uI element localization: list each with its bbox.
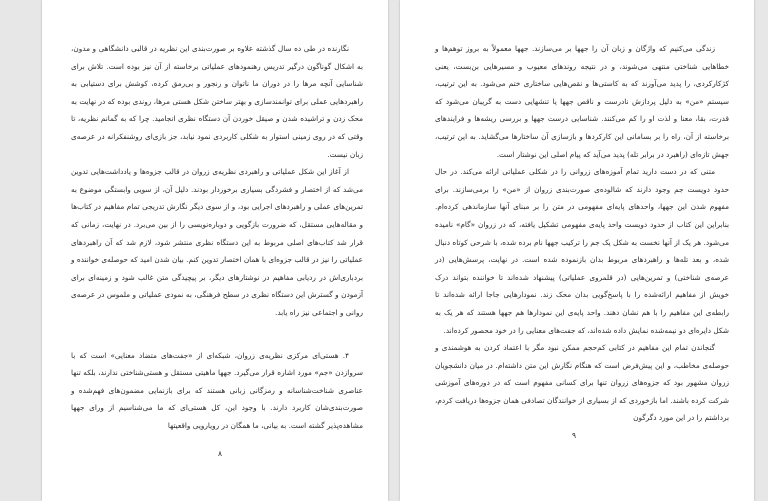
left-page-text xyxy=(71,40,363,434)
right-paragraph-2: متنی که در دست دارید تمام آموزه‌های زروانی را در شکلی عملیاتی ارائه می‌کند. در حال حدود دویست جم وجود دارند که شالوده‌ی صورت‌بندی زروان از «من» را برمی‌سازند. برای مفهوم شدن این جهها، واحدهای پایه‌ای مفهومی در متن را بر مبنای آنها سازماندهی کرده‌ام. بنابراین این کتاب از حدود دویست واحد پایه‌ی مفهومی تشکیل یافته، که در زروان «گام» نامیده می‌شود. هر یک از آنها نخست به شکل یک جم را ترکیب جهها نام برده شده، با شرحی کوتاه دنبال شده، و بعد تله‌ها و راهبردهای مربوط بدان بازنموده شده است. در نهایت، پرسش‌هایی (در عرصه‌ی شناختی) و تمرین‌هایی (در قلمروی عملیاتی) پیشنهاد شده‌اند تا خواننده بتواند درک خویش از مفاهیم ارائه‌شده را با پاسخ‌گویی بدان محک زند. نمودارهایی جا‌جا ارائه شده‌اند تا رابطه‌ی این مفاهیم را با هم نشان دهند. واحد پایه‌ی این نمودارها هم جهها هستند که هر یک به شکل دایره‌ای دو نیمه‌شده نمایش داده شده‌اند، که جفت‌های معنایی را در خود محصور کرده‌اند. xyxy=(435,167,729,335)
right-paragraph-3: گنجاندن تمام این مفاهیم در کتابی کم‌حجم ممکن نبود مگر با اعتماد کردن به هوشمندی و حوصله‌ی مخاطب، و این پیش‌فرض است که هنگام نگارش این متن داشته‌ام. در میان دانشجویان زروان مشهور بود که جزوه‌های زروان تنها برای کسانی مفهوم است که در دوره‌های آموزشی شرکت کرده باشند. اما بازخوردی که از بسیاری از خوانندگان تصادفی همان جزوه‌ها دریافت کردم، برداشتم را در این مورد دگرگون xyxy=(435,343,729,423)
right-paragraph-1: زندگی می‌کنیم که واژگان و زبان آن را جهها بر می‌سازند. جهها معمولاً به بروز توهم‌ها و خطاهایی شناختی منتهی می‌شوند، و در نتیجه روندهای معیوب و مسیرهایی بن‌بست، یعنی کژکارکردی، را پدید می‌آورند که به کاستی‌ها و نقص‌هایی ساختاری ختم می‌شود. به این ترتیب، سیستم «من» به دلیل پردازش نادرست و ناقص جهها یا تنشهایی دست به گریبان می‌شود که قدرت، بقا، معنا و لذت او را کم می‌کنند. شناسایی درست جهها و بررسی ریشه‌ها و فرایندهای برخاسته از آن، راه را بر بسامانی این کارکردها و بازسازی آن ساختارها می‌گشاید. به این ترتیب، جهش تازه‌ای (راهبرد در برابر تله) پدید می‌آید که پیام اصلی این نوشتار است. xyxy=(435,44,729,159)
left-paragraph-3: ۴. هستی‌ای مرکزی نظریه‌ی زروان، شبکه‌ای از «جفت‌های متضاد معنایی» است که با سروازدن «جم» مورد اشاره قرار می‌گیرد. جهها ماهیتی مستقل و هستی‌شناختی ندارند، بلکه تنها عناصری شناخت‌شناسانه و رمزگانی زبانی هستند که برای بازنمایی مضمون‌های فهم‌شده و صورت‌بندی‌شان کاربرد دارند. با وجود این، کل هستی‌ای که ما می‌شناسیم از ورای جهها مشاهده‌پذیر گشته است. به بیانی، ما همگان در رویارویی واقعیتها xyxy=(71,350,363,430)
left-paragraph-2: از آغاز این شکل عملیاتی و راهبردی نظریه‌ی زروان در قالب جزوه‌ها و یادداشت‌هایی تدوین می‌شد که از اختصار و فشردگی بسیاری برخوردار بودند. دلیل آن، از سویی وابستگی موضوع به تمرین‌های عملی و راهبردهای اجرایی بود، و از سوی دیگر نگارش تدریجی تمام مفاهیم در کتاب‌ها و مقاله‌هایی مستقل، که ضرورت بازگویی و دوباره‌نویسی را از بین می‌برد. در نهایت، زمانی که قرار شد کتاب‌های اصلی مربوط به این دستگاه نظری منتشر شود، لازم شد که آن راهبردهای عملیاتی را نیز در قالب جزوه‌ای با همان اختصار تدوین کنم. بیان شدن امید که حوصله‌ی خواننده و بردباری‌اش در ردیابی مفاهیم در نوشتارهای دیگر، بر پیچیدگی متن غالب شود و زمینه‌ای برای آزمودن و گسترش این دستگاه نظری در سطح فرهنگی، به نمودی عملیاتی و ملموس در عرصه‌ی روانی و اجتماعی نیز راه یابد. xyxy=(71,167,363,317)
right-page-text xyxy=(435,40,729,427)
right-page-number: ۹ xyxy=(572,431,577,440)
left-paragraph-1: نگارنده در طی ده سال گذشته علاوه بر صورت‌بندی این نظریه در قالبی دانشگاهی و مدون، به اشکال گوناگون درگیر تدریس رهنمودهای عملیاتی برخاسته از آن نیز بوده است. تلاش برای شناسایی آنچه مرها را در دوران ما ناتوان و رنجور و بی‌رمق کرده، کوشش برای دستیابی به راهبردهایی عملی برای توانمندسازی و بهتر ساختن شکل هستی مرها، روندی بوده که در نهایت به محک زدن و تراشیده شدن و صیقل خوردن آن دستگاه نظری انجامید. چرا که به گمانم نظریه، تا وقتی که در روی زمینی استوار به شکلی کاربردی نمود نیابد، جز بازی‌ای روشنفکرانه در عرصه‌ی زبان نیست. xyxy=(71,44,363,159)
left-page-number: ۸ xyxy=(218,449,223,458)
right-page xyxy=(400,0,754,501)
left-page xyxy=(42,0,388,501)
